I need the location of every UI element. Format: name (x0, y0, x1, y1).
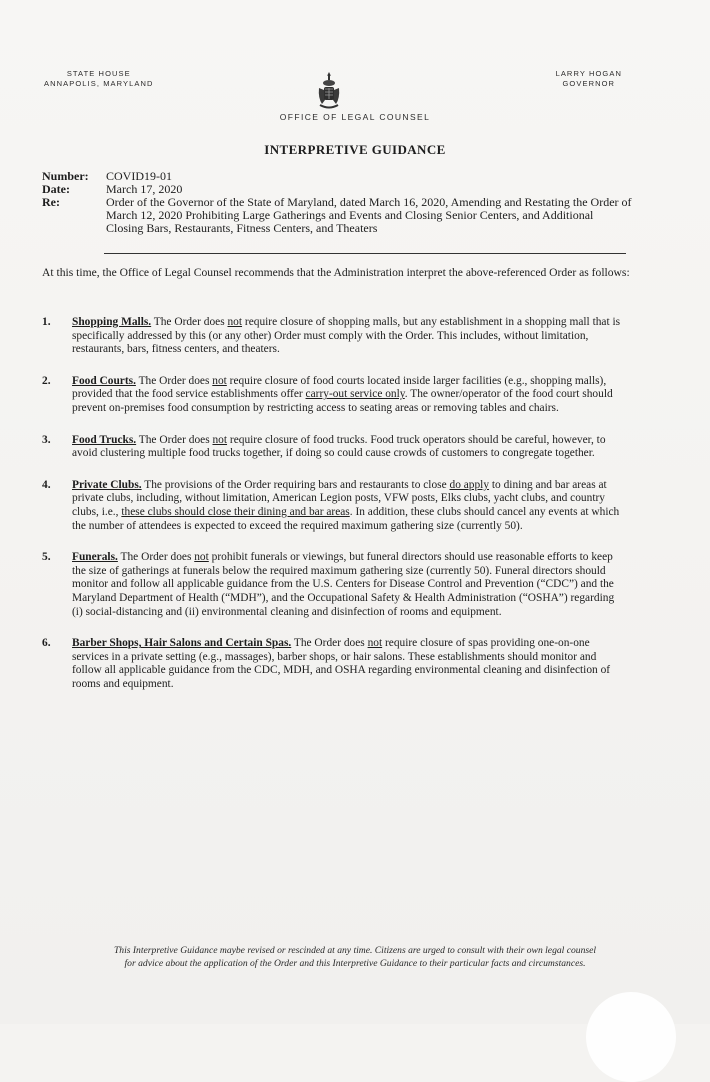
item-text: . In addition, these clubs should cancel any events at which the number of attendees is expected to exceed the required maximum gathering size (currently 50). (72, 505, 620, 532)
item-number: 2. (42, 374, 51, 387)
item-text: The Order does (135, 374, 213, 387)
item-number: 3. (42, 433, 51, 446)
meta-number-label: Number: (42, 169, 89, 183)
item-emphasis: carry-out service only (305, 388, 405, 401)
list-item (42, 637, 626, 691)
item-body (72, 479, 626, 533)
list-item (42, 316, 626, 357)
meta-re-value: Order of the Governor of the State of Maryland, dated March 16, 2020, Amending and Restating the Order of March 12, 2020 Prohibiting Large Gatherings and Events and Closing Senior Centers, and Additional Closing Bars, Restaurants, Fitness Centers, and Theaters (106, 195, 632, 235)
list-item (42, 434, 626, 461)
document-title: INTERPRETIVE GUIDANCE (264, 142, 446, 157)
header-divider (104, 253, 626, 254)
item-number: 4. (42, 478, 51, 491)
item-emphasis: these clubs should close their dining and bar areas (121, 505, 350, 518)
item-body (72, 434, 626, 461)
item-emphasis: not (227, 316, 243, 328)
item-title: Shopping Malls. (72, 316, 152, 328)
meta-re-label: Re: (42, 195, 60, 209)
address-line-2: ANNAPOLIS, MARYLAND (44, 79, 154, 88)
item-body (72, 375, 626, 416)
item-body (72, 316, 626, 357)
corner-overlay (586, 992, 676, 1082)
item-number: 6. (42, 637, 51, 650)
meta-number-value: COVID19-01 (106, 169, 172, 183)
item-body (72, 551, 626, 619)
memo-meta (42, 170, 632, 235)
item-text: require closure of food trucks. Food truck operators should be careful, however, to avoid clustering multiple food trucks together, if doing so could cause crowds of customers to congregate together. (72, 433, 606, 460)
footer-line-2: for advice about the application of the Order and this Interpretive Guidance to their particular facts and circumstances. (124, 958, 586, 969)
item-text: The Order does (136, 433, 213, 446)
item-text: The Order does (151, 316, 228, 328)
item-number: 1. (42, 316, 51, 328)
item-text: to dining and bar areas at private clubs, including, without limitation, American Legion posts, VFW posts, Elks clubs, yacht clubs, and country clubs, i.e., (72, 478, 607, 518)
meta-date-value: March 17, 2020 (106, 182, 183, 196)
address-line-1: STATE HOUSE (66, 69, 131, 78)
item-text: . The owner/operator of the food court should prevent on-premises food consumption by restricting access to seating areas or removing tables and chairs. (72, 388, 613, 414)
item-title: Food Courts. (72, 374, 136, 387)
intro-paragraph: At this time, the Office of Legal Counsel recommends that the Administration interpret the above-referenced Order as follows: (42, 266, 630, 279)
item-text: require closure of food courts located inside larger facilities (e.g., shopping malls), provided that the food service establishments offer (72, 374, 607, 401)
guidance-list (42, 316, 626, 691)
item-title: Private Clubs. (72, 478, 142, 491)
governor-title: GOVERNOR (562, 79, 616, 88)
list-item (42, 479, 626, 533)
item-title: Barber Shops, Hair Salons and Certain Spas. (72, 637, 292, 650)
item-text: The Order does (291, 637, 368, 650)
item-text: The provisions of the Order requiring bars and restaurants to close (141, 478, 450, 491)
disclaimer-footer (10, 944, 700, 970)
item-emphasis: not (212, 433, 228, 446)
item-title: Funerals. (72, 551, 118, 564)
item-text: The Order does (117, 551, 195, 564)
item-text: prohibit funerals or viewings, but funeral directors should use reasonable efforts to keep the size of gatherings at funerals below the required maximum gathering size (currently 50). Funeral directors should monitor and follow all applicable guidance from the U.S. Centers for Disease Control and Prevention (“CDC”) and the Maryland Department of Health (“MDH”), and the Occupational Safety & Health Administration (“OSHA”) regarding (i) social-distancing and (ii) environmental cleaning and disinfection of rooms and equipment. (72, 551, 615, 618)
list-item (42, 375, 626, 416)
state-house-address (44, 69, 154, 89)
item-body (72, 637, 626, 691)
item-emphasis: not (367, 637, 383, 650)
item-emphasis: do apply (449, 478, 490, 491)
maryland-seal-icon (313, 70, 345, 110)
item-text: require closure of shopping malls, but any establishment in a shopping mall that is specifically addressed by this (or any other) Order must comply with the Order. This includes, without limitation, restaurants, bars, fitness centers, and theaters. (72, 316, 621, 356)
governor-name: LARRY HOGAN (555, 69, 622, 78)
meta-date-label: Date: (42, 182, 70, 196)
footer-line-1: This Interpretive Guidance maybe revised or rescinded at any time. Citizens are urged to consult with their own legal counsel (113, 945, 597, 956)
item-number: 5. (42, 551, 51, 564)
item-title: Food Trucks. (72, 433, 137, 446)
list-item (42, 551, 626, 619)
item-emphasis: not (212, 374, 227, 387)
governor-name-block (556, 69, 622, 89)
meta-re-row (42, 196, 632, 235)
item-emphasis: not (194, 551, 209, 564)
office-name: OFFICE OF LEGAL COUNSEL (279, 112, 431, 122)
item-text: require closure of spas providing one-on-one services in a private setting (e.g., massages), barber shops, or hair salons. These establishments should monitor and follow all applicable guidance from the CDC, MDH, and OSHA regarding environmental cleaning and disinfection of rooms and equipment. (72, 637, 611, 690)
